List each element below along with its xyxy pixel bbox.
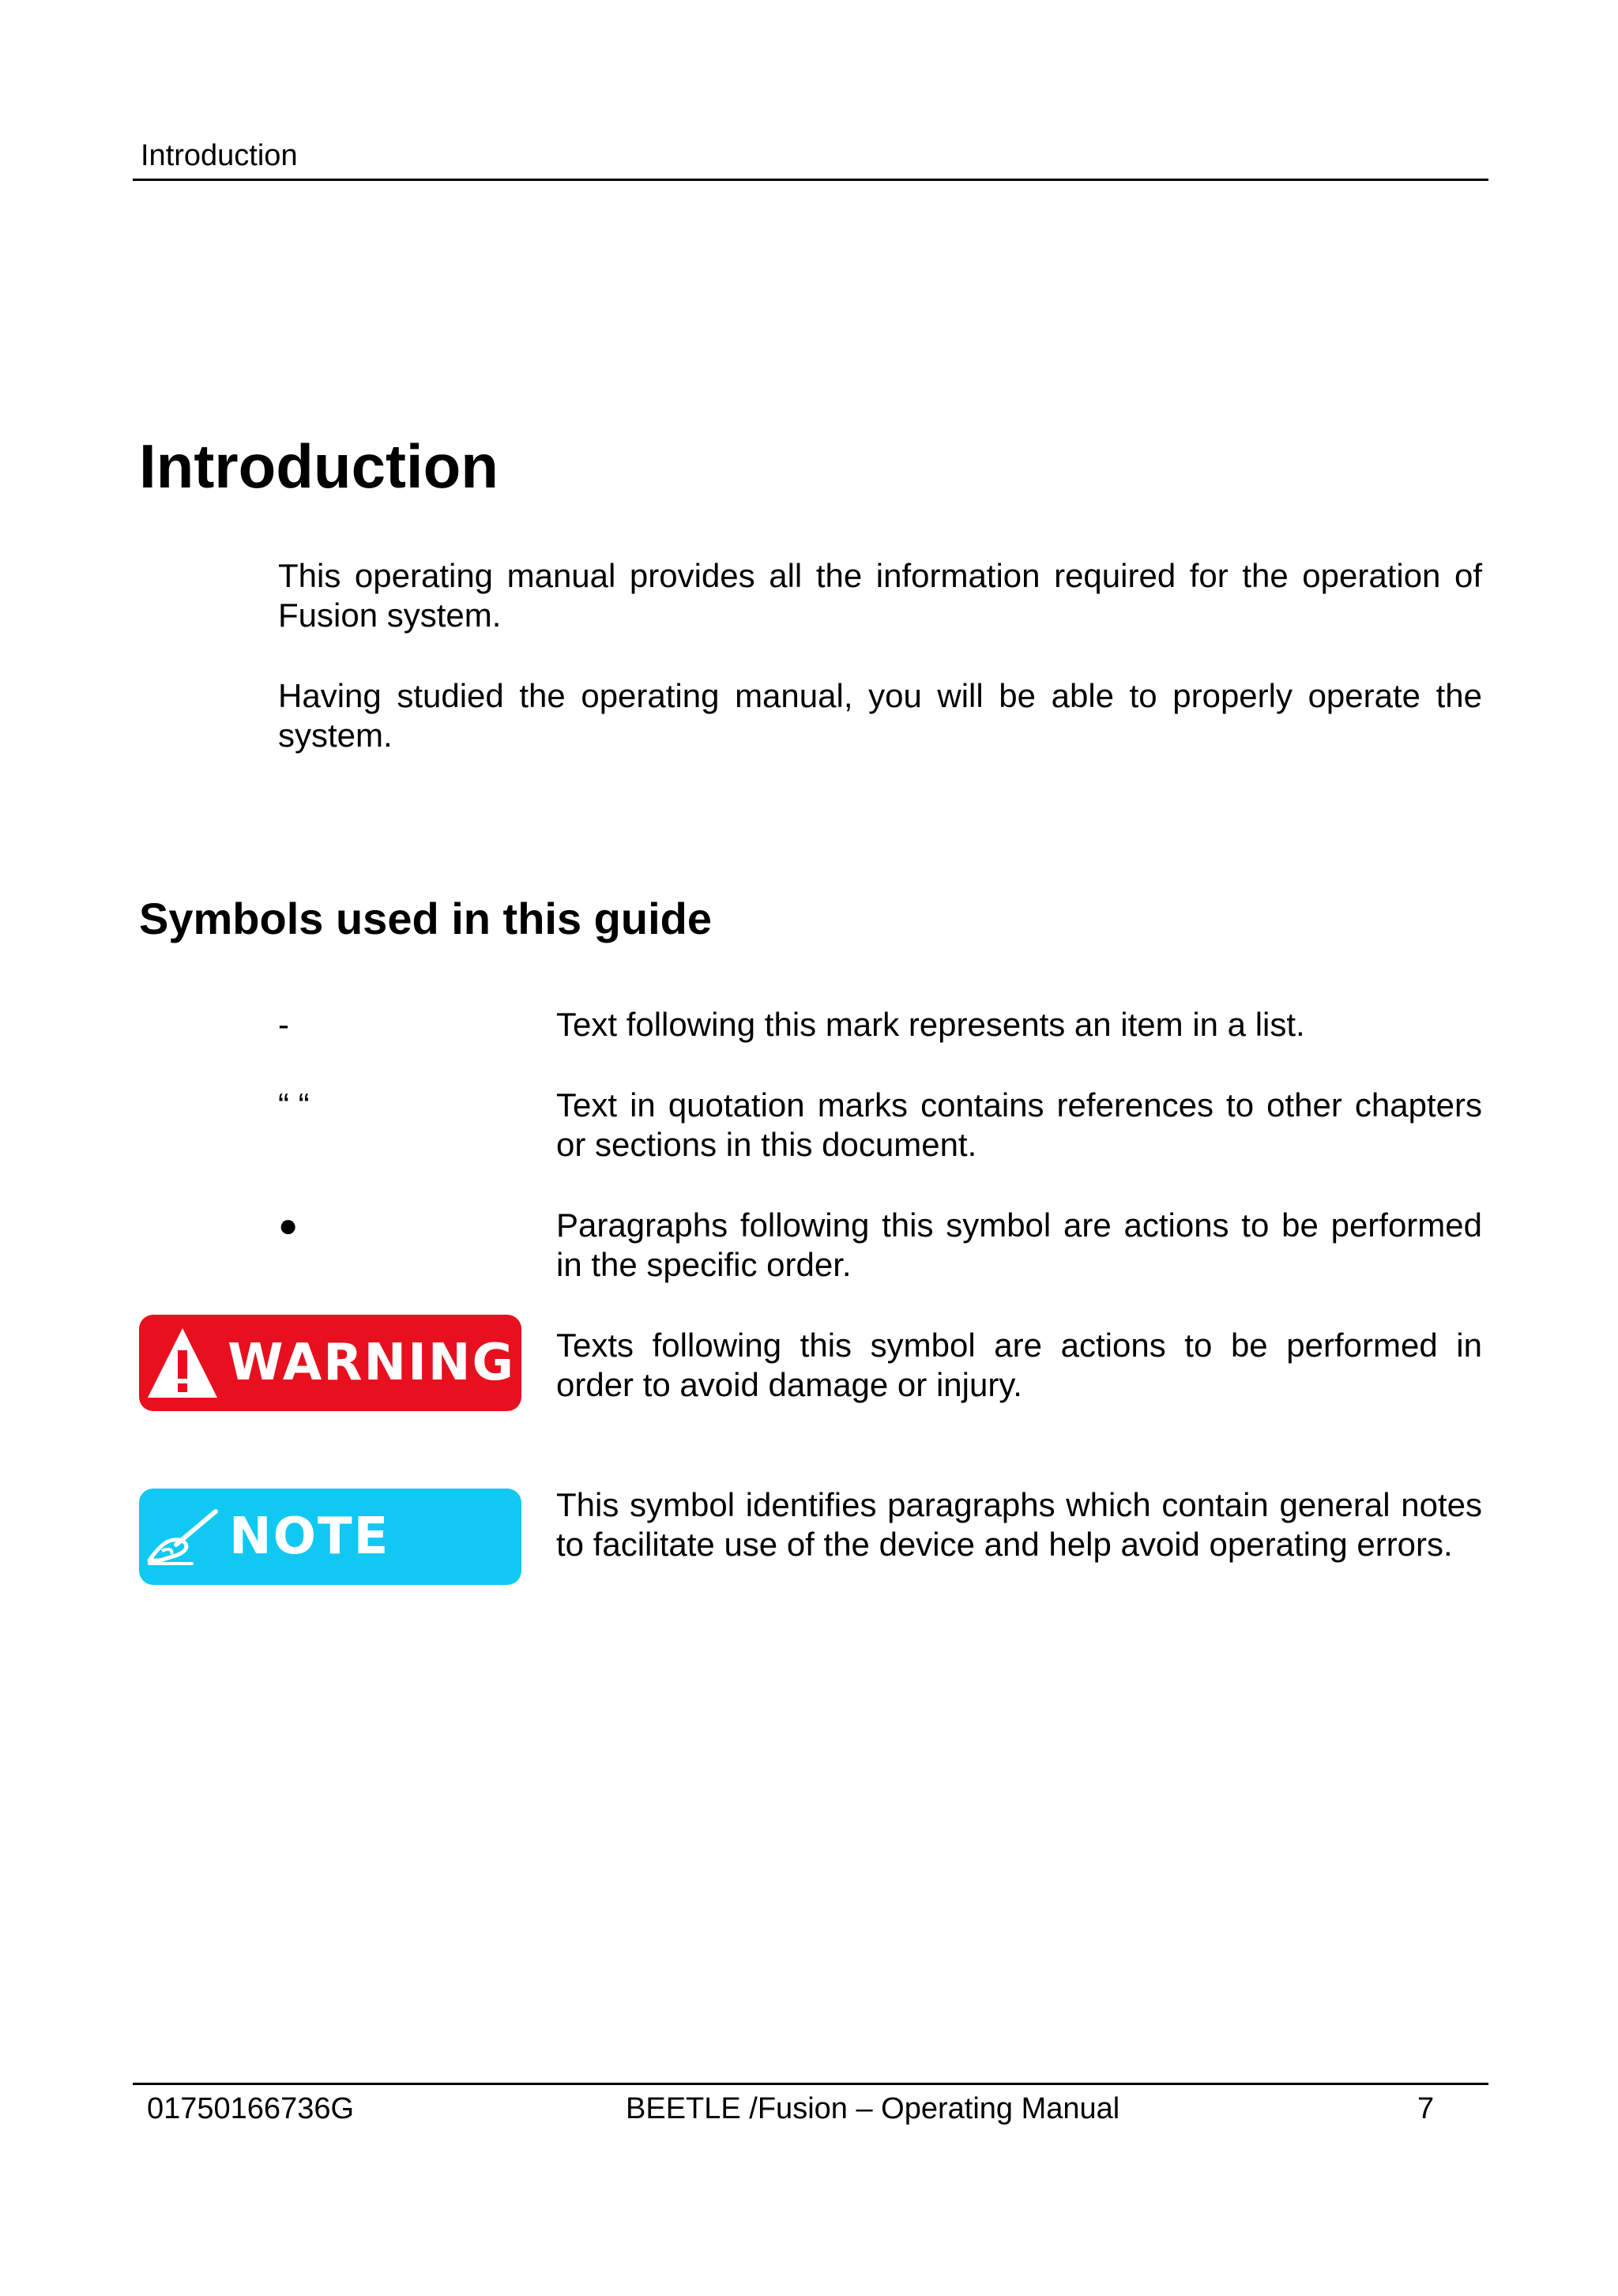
warning-label: WARNING — [228, 1334, 515, 1392]
chapter-title: Introduction — [139, 431, 499, 501]
footer-divider — [133, 2083, 1488, 2085]
section-title: Symbols used in this guide — [139, 894, 712, 943]
symbol-description: This symbol identifies paragraphs which contain general notes to facilitate use of the device and help avoid operating errors. — [556, 1486, 1482, 1563]
warning-exclamation-icon — [139, 1315, 226, 1411]
quotation-mark: “ “ — [278, 1086, 310, 1124]
symbol-description: Text in quotation marks contains references to other chapters or sections in this document. — [556, 1086, 1482, 1163]
footer-doc-number: 01750166736G — [147, 2092, 355, 2125]
warning-badge — [139, 1315, 521, 1411]
note-badge — [139, 1489, 521, 1585]
bullet-mark: ● — [278, 1206, 299, 1244]
dash-mark: - — [278, 1006, 289, 1043]
symbol-description: Paragraphs following this symbol are actions to be performed in the specific order. — [556, 1206, 1482, 1283]
intro-paragraph: This operating manual provides all the information required for the operation of Fusion system. — [278, 557, 1482, 634]
writing-hand-icon — [139, 1489, 226, 1585]
footer-doc-title: BEETLE /Fusion – Operating Manual — [626, 2092, 1120, 2125]
note-label: NOTE — [229, 1507, 390, 1566]
header-divider — [133, 179, 1488, 181]
symbol-description: Text following this mark represents an item in a list. — [556, 1006, 1305, 1043]
intro-paragraph: Having studied the operating manual, you will be able to properly operate the system. — [278, 677, 1482, 754]
footer-page-number: 7 — [1417, 2092, 1435, 2125]
symbol-description: Texts following this symbol are actions to be performed in order to avoid damage or injury. — [556, 1327, 1482, 1403]
running-header: Introduction — [141, 139, 298, 172]
